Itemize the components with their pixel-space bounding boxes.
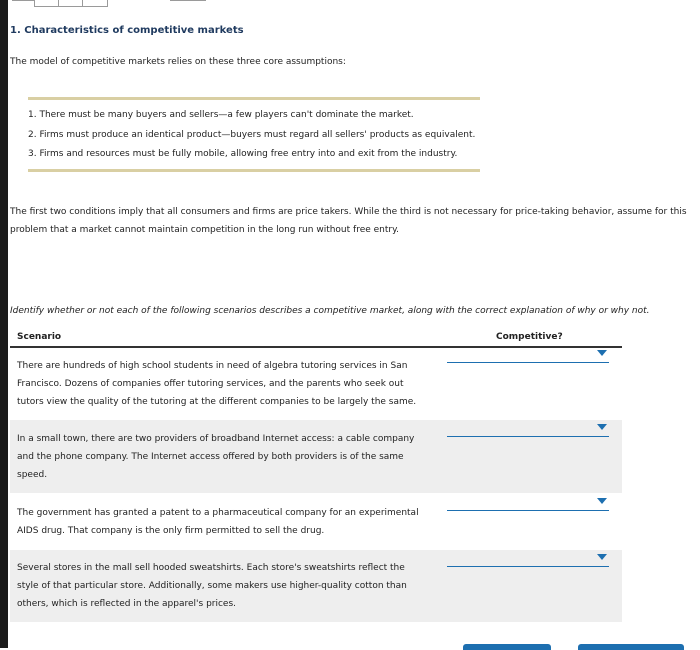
explanation-line: problem that a market cannot maintain competition in the long run without free entry. xyxy=(10,225,400,235)
table-row xyxy=(10,420,622,493)
scenario-line: tutors view the quality of the tutoring at the different companies to be largely the same. xyxy=(17,397,417,407)
chevron-down-icon xyxy=(597,498,607,504)
scenario-line: Several stores in the mall sell hooded sweatshirts. Each store's sweatshirts reflect the xyxy=(17,563,405,573)
assumption-item: 1. There must be many buyers and sellers—a few players can't dominate the market. xyxy=(28,110,414,120)
explanation-text xyxy=(10,203,687,239)
scenario-line: The government has granted a patent to a pharmaceutical company for an experimental xyxy=(17,508,419,518)
grade-button[interactable] xyxy=(463,644,551,650)
assumption-item: 3. Firms and resources must be fully mobile, allowing free entry into and exit from the industry. xyxy=(28,149,458,159)
assumption-item: 2. Firms must produce an identical product—buyers must regard all sellers' products as equivalent. xyxy=(28,129,476,140)
assumptions-list xyxy=(28,106,480,165)
scenario-text xyxy=(17,559,427,613)
chevron-down-icon xyxy=(597,350,607,356)
header-scenario: Scenario xyxy=(17,332,62,342)
assumptions-box xyxy=(28,97,480,172)
top-cutoff-cell xyxy=(34,0,60,7)
table-row xyxy=(10,348,622,418)
scenario-line: Francisco. Dozens of companies offer tutoring services, and the parents who seek out xyxy=(17,379,404,389)
scenario-line: and the phone company. The Internet access offered by both providers is of the same xyxy=(17,452,404,462)
scenario-text xyxy=(17,504,427,540)
competitive-dropdown[interactable] xyxy=(447,552,609,567)
scenario-line: There are hundreds of high school students in need of algebra tutoring services in San xyxy=(17,361,408,371)
instructions-text: Identify whether or not each of the following scenarios describes a competitive market, along with the correct explanation of why or why not. xyxy=(10,306,650,316)
section-title: 1. Characteristics of competitive markets xyxy=(10,25,244,36)
top-cutoff-cell xyxy=(82,0,108,7)
next-button[interactable] xyxy=(578,644,684,650)
chevron-down-icon xyxy=(597,554,607,560)
explanation-line: The first two conditions imply that all consumers and firms are price takers. While the third is not necessary for price-taking behavior, assume for this xyxy=(10,207,687,217)
intro-text: The model of competitive markets relies on these three core assumptions: xyxy=(10,57,346,67)
scenario-text xyxy=(17,357,427,411)
scenario-text xyxy=(17,430,427,484)
competitive-dropdown[interactable] xyxy=(447,496,609,511)
top-cutoff-line xyxy=(170,0,206,1)
scenario-line: style of that particular store. Additionally, some makers use higher-quality cotton than xyxy=(17,581,407,591)
scenario-line: others, which is reflected in the apparel's prices. xyxy=(17,599,237,609)
scenario-line: speed. xyxy=(17,470,48,480)
table-row xyxy=(10,494,622,548)
table-row xyxy=(10,550,622,622)
scenario-line: In a small town, there are two providers of broadband Internet access: a cable company xyxy=(17,434,415,444)
table-header xyxy=(10,330,622,348)
competitive-dropdown[interactable] xyxy=(447,422,609,437)
scenario-line: AIDS drug. That company is the only firm permitted to sell the drug. xyxy=(17,526,325,536)
left-edge-bar xyxy=(0,0,8,648)
top-cutoff-line xyxy=(12,0,34,1)
top-cutoff-cell xyxy=(58,0,84,7)
competitive-dropdown[interactable] xyxy=(447,348,609,363)
header-competitive: Competitive? xyxy=(496,332,563,342)
chevron-down-icon xyxy=(597,424,607,430)
